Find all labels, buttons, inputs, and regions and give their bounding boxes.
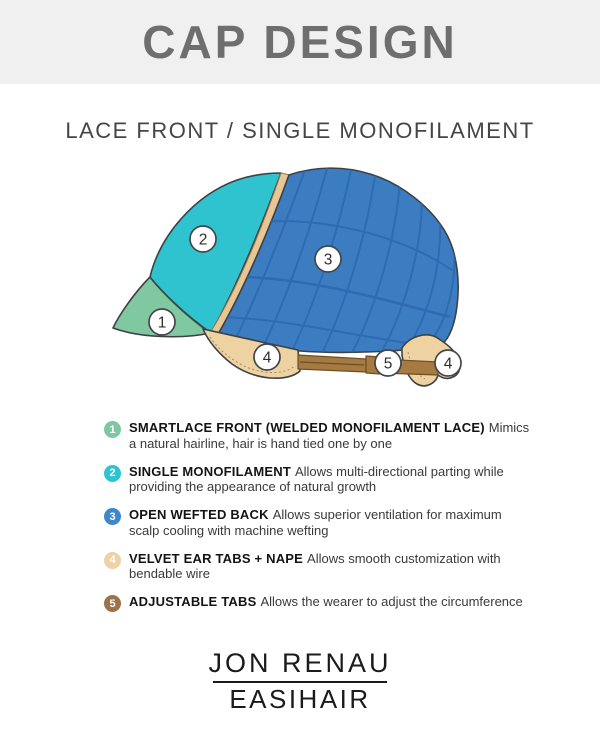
feature-list bbox=[104, 420, 536, 625]
cap-diagram bbox=[100, 155, 500, 405]
svg-text:5: 5 bbox=[383, 355, 393, 373]
brand-divider bbox=[213, 681, 387, 683]
feature-label: VELVET EAR TABS + NAPE bbox=[129, 550, 304, 566]
page-title: CAP DESIGN bbox=[142, 16, 458, 68]
feature-number-badge: 2 bbox=[104, 465, 121, 482]
feature-description: Allows multi-directional parting while providing the appearance of natural growth bbox=[129, 463, 504, 494]
marker-4-right bbox=[435, 350, 461, 376]
feature-item-velvet-ear-tabs bbox=[104, 551, 536, 582]
feature-text bbox=[129, 464, 531, 495]
header-band bbox=[0, 0, 600, 84]
feature-item-smartlace-front bbox=[104, 420, 536, 451]
feature-description: Mimics a natural hairline, hair is hand tied one by one bbox=[129, 420, 530, 451]
feature-text bbox=[129, 551, 531, 582]
feature-number-badge: 1 bbox=[104, 421, 121, 438]
feature-label: ADJUSTABLE TABS bbox=[129, 594, 257, 609]
brand-logo bbox=[0, 648, 600, 714]
feature-label: SMARTLACE FRONT (WELDED MONOFILAMENT LACE) bbox=[129, 420, 485, 435]
feature-text bbox=[129, 420, 531, 451]
feature-number-badge: 3 bbox=[104, 508, 121, 525]
marker-5 bbox=[375, 350, 401, 376]
marker-4-left bbox=[254, 344, 280, 370]
feature-item-open-wefted-back bbox=[104, 507, 536, 538]
marker-3 bbox=[315, 246, 341, 272]
feature-item-single-monofilament bbox=[104, 464, 536, 495]
feature-number-badge: 5 bbox=[104, 595, 121, 612]
feature-text bbox=[129, 594, 523, 610]
svg-text:4: 4 bbox=[262, 349, 272, 367]
svg-text:1: 1 bbox=[157, 314, 167, 332]
cap-illustration bbox=[100, 155, 500, 405]
feature-label: SINGLE MONOFILAMENT bbox=[129, 463, 291, 479]
svg-text:3: 3 bbox=[323, 251, 333, 269]
feature-text bbox=[129, 507, 531, 538]
feature-number-badge: 4 bbox=[104, 552, 121, 569]
cap-subtitle: LACE FRONT / SINGLE MONOFILAMENT bbox=[65, 118, 535, 143]
svg-text:2: 2 bbox=[198, 231, 208, 249]
svg-text:4: 4 bbox=[443, 355, 453, 373]
marker-1 bbox=[149, 309, 175, 335]
feature-item-adjustable-tabs bbox=[104, 594, 536, 612]
feature-description: Allows smooth customization with bendable wire bbox=[129, 550, 501, 581]
brand-name-bottom: EASIHAIR bbox=[229, 684, 371, 714]
feature-description: Allows the wearer to adjust the circumference bbox=[260, 594, 523, 609]
feature-label: OPEN WEFTED BACK bbox=[129, 507, 269, 522]
marker-2 bbox=[190, 226, 216, 252]
feature-description: Allows superior ventilation for maximum scalp cooling with machine wefting bbox=[129, 507, 502, 538]
brand-name-top: JON RENAU bbox=[208, 648, 392, 678]
